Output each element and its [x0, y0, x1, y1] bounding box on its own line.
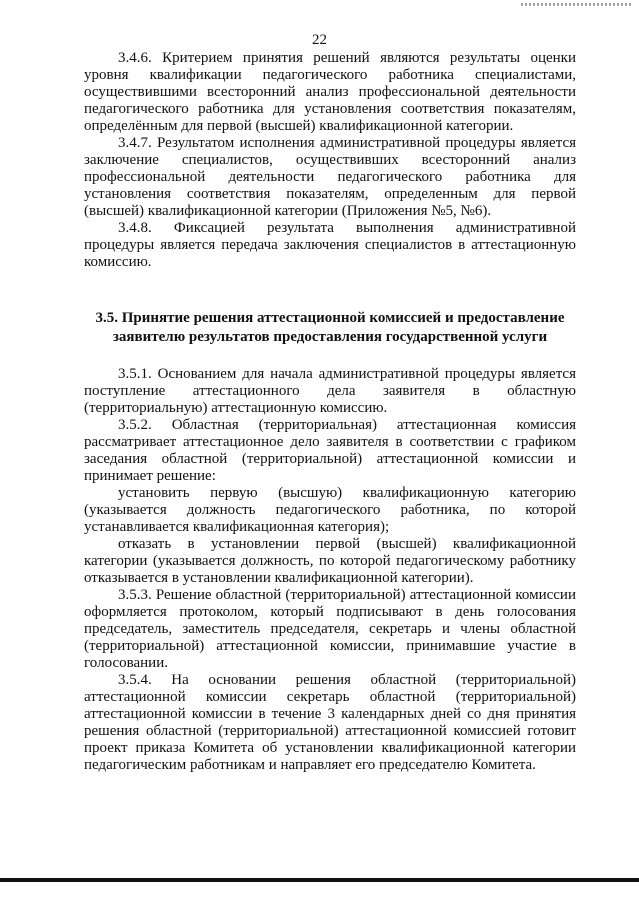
paragraph-3-5-1: 3.5.1. Основанием для начала административной процедуры является поступление аттестационного дела заявителя в областную (территориальную) аттестационную комиссию.	[84, 366, 576, 416]
section-heading-3-5: 3.5. Принятие решения аттестационной комиссией и предоставление заявителю результатов предоставления государственной услуги	[95, 310, 565, 345]
paragraph-3-4-8: 3.4.8. Фиксацией результата выполнения административной процедуры является передача заключения специалистов в аттестационную комиссию.	[84, 220, 576, 270]
paragraph-3-5-2: 3.5.2. Областная (территориальная) аттестационная комиссия рассматривает аттестационное дело заявителя в соответствии с графиком заседания областной (территориальной) аттестационной комиссии и принимает решение:	[84, 417, 576, 484]
paragraph-3-4-6: 3.4.6. Критерием принятия решений являются результаты оценки уровня квалификации педагогического работника специалистами, осуществившими всесторонний анализ профессиональной деятельности педагогического работника для установления соответствия показателям, определённым для первой (высшей) квалификационной категории.	[84, 50, 576, 134]
decision-option-establish: установить первую (высшую) квалификационную категорию (указывается должность педагогического работника, по которой устанавливается квалификационная категория);	[84, 485, 576, 535]
bottom-scan-border	[0, 878, 639, 882]
paragraph-3-4-7: 3.4.7. Результатом исполнения административной процедуры является заключение специалистов, осуществивших всесторонний анализ профессиональной деятельности педагогического работника для установления соответствия показателям, определенным для первой (высшей) квалификационной категории (Приложения №5, №6).	[84, 135, 576, 219]
section-spacer	[84, 271, 576, 309]
page-number: 22	[312, 32, 327, 48]
paragraph-3-5-4: 3.5.4. На основании решения областной (территориальной) аттестационной комиссии секретарь областной (территориальной) аттестационной комиссии в течение 3 календарных дней со дня принятия решения областной (территориальной) аттестационной комиссией готовит проект приказа Комитета об установлении квалификационной категории педагогическим работникам и направляет его председателю Комитета.	[84, 672, 576, 773]
document-body	[84, 50, 576, 774]
scan-edge-mark	[521, 3, 631, 6]
paragraph-3-5-3: 3.5.3. Решение областной (территориальной) аттестационной комиссии оформляется протоколом, который подписывают в день голосования председатель, заместитель председателя, секретарь и члены областной (территориальной) аттестационной комиссии, принимавшие участие в голосовании.	[84, 587, 576, 671]
decision-option-refuse: отказать в установлении первой (высшей) квалификационной категории (указывается должность, по которой педагогическому работнику отказывается в установлении квалификационной категории).	[84, 536, 576, 586]
heading-spacer	[84, 347, 576, 366]
